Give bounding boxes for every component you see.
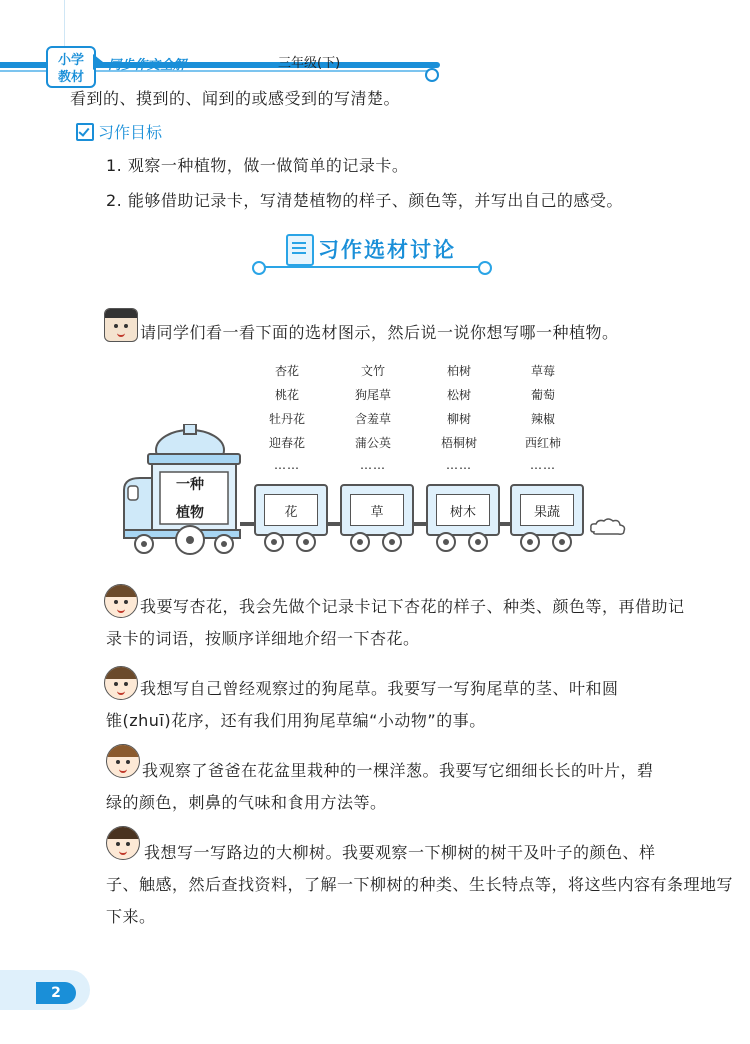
wheel-icon — [296, 532, 316, 552]
more-ellipsis: …… — [446, 458, 472, 472]
wheel-icon — [468, 532, 488, 552]
plant-item: 松树 — [446, 388, 471, 402]
student-4-line-2: 子、触感，然后查找资料，了解一下柳树的种类、生长特点等，将这些内容有条理地写 — [106, 875, 734, 894]
plant-column-fruits — [508, 362, 578, 472]
goal-item-2: 2. 能够借助记录卡，写清楚植物的样子、颜色等，并写出自己的感受。 — [106, 191, 623, 210]
plant-item: 文竹 — [360, 364, 385, 378]
plant-item: 牡丹花 — [268, 412, 305, 426]
student-1-line-2: 录卡的词语，按顺序详细地介绍一下杏花。 — [106, 629, 420, 648]
student-avatar — [106, 744, 140, 778]
teacher-prompt: 请同学们看一看下面的选材图示，然后说一说你想写哪一种植物。 — [140, 323, 619, 342]
student-avatar — [104, 584, 138, 618]
train-car-fruits — [510, 484, 584, 536]
plant-item: 蒲公英 — [354, 436, 391, 450]
plant-item: 梧桐树 — [440, 436, 477, 450]
engine-label-2: 植物 — [176, 505, 204, 521]
logo-line-2: 教材 — [57, 70, 84, 85]
car-label: 草 — [350, 494, 404, 526]
plant-item: 西红柿 — [524, 436, 561, 450]
section-title: 习作选材讨论 — [318, 238, 456, 262]
student-3-line-2: 绿的颜色，刺鼻的气味和食用方法等。 — [106, 793, 387, 812]
train-coupler — [412, 522, 426, 526]
student-2-line-2: 锥(zhuī)花序，还有我们用狗尾草编“小动物”的事。 — [106, 711, 486, 730]
banner-dot-right-icon — [478, 261, 492, 275]
more-ellipsis: …… — [360, 458, 386, 472]
student-4-line-3: 下来。 — [106, 907, 156, 926]
logo-line-1: 小学 — [57, 53, 84, 68]
header-decor-line — [64, 0, 65, 48]
student-avatar — [106, 826, 140, 860]
plant-column-trees — [424, 362, 494, 472]
plant-item: 草莓 — [530, 364, 555, 378]
more-ellipsis: …… — [274, 458, 300, 472]
plant-item: 狗尾草 — [354, 388, 391, 402]
banner-dot-left-icon — [252, 261, 266, 275]
student-4-line-1: 我想写一写路边的大柳树。我要观察一下柳树的树干及叶子的颜色、样 — [144, 843, 656, 862]
goals-heading — [76, 120, 162, 143]
plant-item: 柏树 — [446, 364, 471, 378]
student-3-line-1: 我观察了爸爸在花盆里栽种的一棵洋葱。我要写它细细长长的叶片，碧 — [142, 761, 654, 780]
banner-line — [260, 266, 484, 268]
goal-item-1: 1. 观察一种植物，做一做简单的记录卡。 — [106, 156, 409, 175]
intro-line: 看到的、摸到的、闻到的或感受到的写清楚。 — [70, 89, 401, 108]
train-car-grass — [340, 484, 414, 536]
wheel-icon — [264, 532, 284, 552]
car-label: 果蔬 — [520, 494, 574, 526]
smoke-cloud-icon — [588, 516, 628, 540]
student-2-line-1: 我想写自己曾经观察过的狗尾草。我要写一写狗尾草的茎、叶和圆 — [140, 679, 619, 698]
wheel-icon — [382, 532, 402, 552]
train-car-flowers — [254, 484, 328, 536]
car-label: 树木 — [436, 494, 490, 526]
textbook-logo — [46, 46, 96, 88]
plant-item: 葡萄 — [530, 388, 555, 402]
train-car-trees — [426, 484, 500, 536]
plant-item: 柳树 — [446, 412, 471, 426]
plant-item: 迎春花 — [268, 436, 305, 450]
goals-title: 习作目标 — [98, 123, 163, 142]
engine-label-1: 一种 — [176, 477, 204, 493]
grade-label: 三年级(下) — [278, 56, 341, 71]
notebook-icon — [286, 234, 314, 266]
section-banner — [252, 232, 492, 278]
plant-item: 辣椒 — [530, 412, 555, 426]
plant-item: 杏花 — [274, 364, 299, 378]
header-dot-icon — [425, 68, 439, 82]
car-label: 花 — [264, 494, 318, 526]
teacher-avatar — [104, 308, 138, 342]
more-ellipsis: …… — [530, 458, 556, 472]
series-title: 同步作文全解 — [108, 58, 187, 73]
student-avatar — [104, 666, 138, 700]
plant-item: 桃花 — [274, 388, 299, 402]
student-1-line-1: 我要写杏花，我会先做个记录卡记下杏花的样子、种类、颜色等，再借助记 — [140, 597, 685, 616]
wheel-icon — [552, 532, 572, 552]
wheel-icon — [350, 532, 370, 552]
plant-column-grass — [338, 362, 408, 472]
plant-item: 含羞草 — [354, 412, 391, 426]
wheel-icon — [436, 532, 456, 552]
train-coupler — [326, 522, 340, 526]
wheel-icon — [520, 532, 540, 552]
logo-arrow-icon — [93, 54, 103, 70]
plant-column-flowers — [252, 362, 322, 472]
page-number: 2 — [36, 982, 76, 1004]
checklist-icon — [76, 123, 94, 141]
